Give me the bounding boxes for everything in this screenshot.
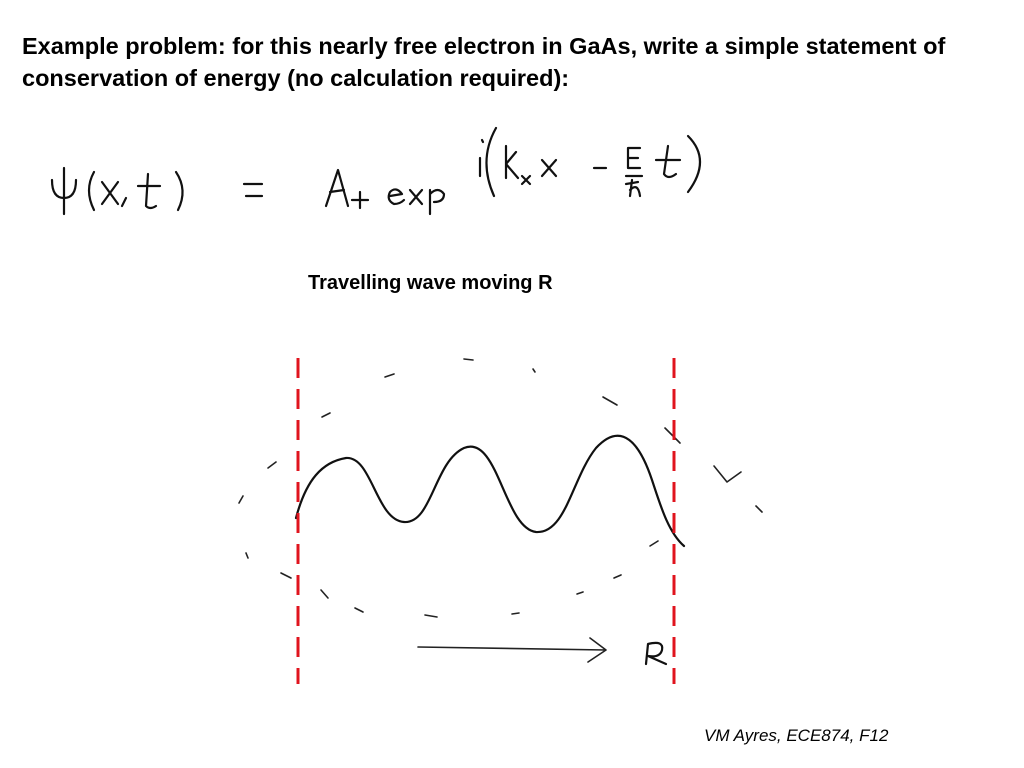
dashed-envelope <box>239 359 762 617</box>
diagram-caption: Travelling wave moving R <box>308 272 553 294</box>
slide-title: Example problem: for this nearly free electron in GaAs, write a simple statement of conservation of energy (no calculation required): <box>22 33 946 91</box>
direction-label-r <box>646 643 666 664</box>
wave-curve <box>296 436 684 546</box>
direction-arrow <box>418 638 606 662</box>
slide-footer: VM Ayres, ECE874, F12 <box>704 726 889 745</box>
